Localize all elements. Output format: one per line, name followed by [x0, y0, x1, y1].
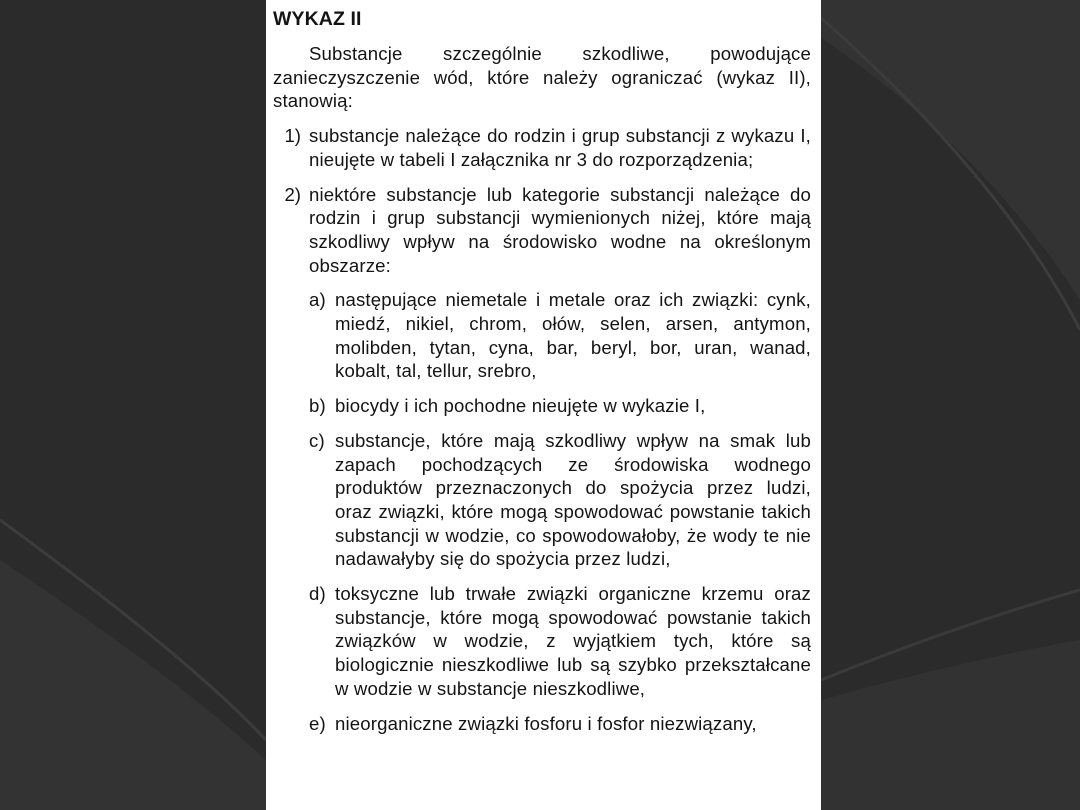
- document-title: WYKAZ II: [273, 8, 362, 30]
- sub-item-b: [309, 394, 811, 418]
- document-page: [266, 0, 821, 810]
- list-item-content: [309, 183, 811, 736]
- list-item-label: 1): [284, 125, 301, 147]
- sub-item-label: d): [309, 583, 326, 605]
- list-item-text: niektóre substancje lub kategorie substancji należące do rodzin i grup substancji wymienionych niżej, które mają szkodliwy wpływ na środowisko wodne na określonym obszarze:: [309, 183, 811, 276]
- list-item-label: 2): [284, 183, 301, 205]
- sub-item-text: następujące niemetale i metale oraz ich związki: cynk, miedź, nikiel, chrom, ołów, selen, arsen, antymon, molibden, tytan, cyna, bar, beryl, bor, uran, wanad, kobalt, tal, tellur, srebro,: [335, 289, 811, 382]
- intro-paragraph: Substancje szczególnie szkodliwe, powodujące zanieczyszczenie wód, które należy ograniczać (wykaz II), stanowią:: [273, 43, 811, 112]
- sub-item-label: a): [309, 289, 326, 311]
- list-item-1: [273, 124, 811, 171]
- sub-item-a: [309, 288, 811, 383]
- sub-item-label: e): [309, 712, 326, 734]
- sub-item-text: substancje, które mają szkodliwy wpływ na smak lub zapach pochodzących ze środowiska wodnego produktów przeznaczonych do spożycia przez ludzi, oraz związki, które mogą spowodować powstanie takich substancji w wodzie, co spowodowałoby, że wody te nie nadawałyby się do spożycia przez ludzi,: [335, 429, 811, 570]
- list-item-text: substancje należące do rodzin i grup substancji z wykazu I, nieujęte w tabeli I załącznika nr 3 do rozporządzenia;: [309, 125, 811, 170]
- sub-item-label: b): [309, 395, 326, 417]
- sub-item-c: [309, 429, 811, 571]
- sub-item-text: nieorganiczne związki fosforu i fosfor niezwiązany,: [335, 712, 757, 734]
- sub-item-text: biocydy i ich pochodne nieujęte w wykazie I,: [335, 395, 706, 417]
- sub-item-d: [309, 582, 811, 701]
- list-item-2: [273, 183, 811, 736]
- sub-item-e: [309, 712, 811, 736]
- sub-item-label: c): [309, 429, 325, 451]
- sub-item-text: toksyczne lub trwałe związki organiczne krzemu oraz substancje, które mogą spowodować powstanie takich związków w wodzie, z wyjątkiem tych, które są biologicznie nieszkodliwe lub są szybko przekształcane w wodzie w substancje nieszkodliwe,: [335, 583, 811, 699]
